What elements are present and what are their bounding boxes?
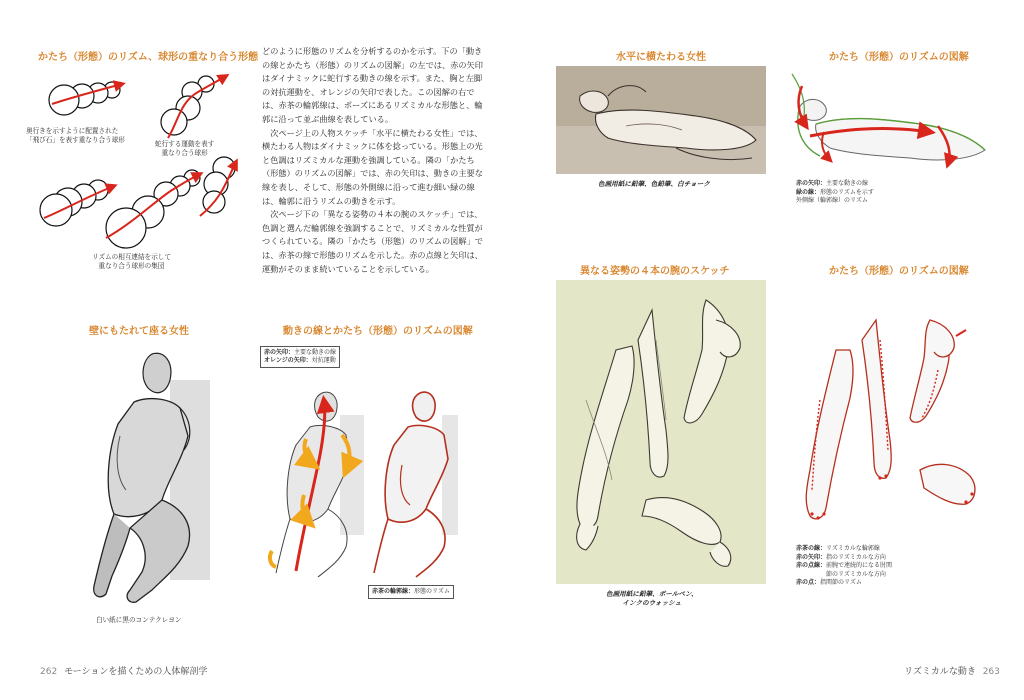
meander-spheres (161, 76, 214, 135)
book-title: モーションを描くための人体解剖学 (64, 667, 208, 677)
chain-spheres-right (203, 157, 235, 213)
heading-reclining: 水平に横たわる女性 (616, 52, 706, 63)
caption-arms: 色画用紙に鉛筆、ボールペン、 インクのウォッシュ (606, 590, 698, 607)
heading-seated-analysis: 動きの線とかたち（形態）のリズムの図解 (283, 326, 473, 337)
heading-spheres: かたち（形態）のリズム、球形の重なり合う形態 (38, 52, 259, 63)
page-number-right: 263 (982, 667, 1000, 677)
legend-contour: 赤茶の輪郭線：形態のリズム (368, 585, 454, 599)
page-number-left: 262 (40, 667, 58, 677)
chain-spheres-left (40, 180, 108, 226)
footer-right (904, 664, 1004, 677)
legend-arrows: 赤の矢印：主要な動きの線 オレンジの矢印：対抗運動 (260, 346, 340, 368)
reclining-analysis-sketch (780, 66, 995, 174)
arms-analysis-sketch (780, 280, 995, 540)
seated-analysis-sketches (262, 375, 462, 580)
body-paragraph-2: 次ページ上の人物スケッチ「水平に横たわる女性」では、横たわる人物はダイナミックに体を捻っている。形態上の光と色調はリズミカルな運動を強調している。隣の「かたち（形態）のリズムの図解」では、赤の矢印は、動きの主要な線を表し、そして、形態の外側線に沿って進む細い緑の線は、輪郭に沿うリズムの動きを示す。 (262, 127, 483, 206)
seated-analysis-left (270, 392, 364, 577)
seated-analysis-right (374, 392, 458, 577)
caption-reclining: 色画用紙に鉛筆、色鉛筆、白チョーク (598, 180, 710, 188)
body-paragraph-1: どのように形態のリズムを分析するのかを示す。下の「動きの線とかたち（形態）のリズムの図解」の左では、赤の矢印はダイナミックに蛇行する動きの線を示す。また、胸と左脚の対抗運動を、オレンジの矢印で表した。この図解の右では、赤茶の輪郭線は、ポーズにあるリズミカルな形態と、輪郭に沿って並ぶ曲線を表している。 (262, 46, 483, 124)
caption-seated: 白い紙に黒のコンテクレヨン (96, 616, 182, 624)
arms-sketch (556, 280, 766, 584)
heading-reclining-analysis: かたち（形態）のリズムの図解 (829, 52, 969, 63)
heading-arms-analysis: かたち（形態）のリズムの図解 (829, 266, 969, 277)
seated-woman-sketch (70, 340, 220, 610)
caption-stepping-stones: 奥行きを示すように配置された 「飛び石」を表す重なり合う球形 (26, 127, 125, 144)
sphere-diagrams (30, 62, 252, 278)
body-text (262, 45, 487, 276)
legend-reclining: 赤の矢印：主要な動きの線 緑の線：形態のリズムを示す 外側線（輪郭線）のリズム (796, 180, 874, 205)
chapter-title: リズミカルな動き (904, 667, 976, 677)
footer-left (36, 664, 207, 677)
body-paragraph-3: 次ページ下の「異なる姿勢の４本の腕のスケッチ」では、色調と選んだ輪郭線を強調することで、リズミカルな性質がつくられている。隣の「かたち（形態）のリズムの図解」では、赤茶の線で形態のリズムを示した。赤の点線と矢印は、運動がそのまま続いていることを示している。 (262, 209, 483, 274)
heading-seated: 壁にもたれて座る女性 (89, 326, 189, 337)
reclining-woman-sketch (556, 66, 766, 174)
legend-arms: 赤茶の線：リズミカルな輪郭線 赤の矢印：指のリズミカルな方向 赤の点線：前腕で連続的になる肘関 節のリズミカルな方向 赤の点：指関節のリズム (796, 545, 893, 587)
caption-chain: リズムの相互連結を示して 重なり合う球形の集団 (92, 253, 171, 270)
heading-arms: 異なる姿勢の４本の腕のスケッチ (580, 266, 730, 277)
caption-meander: 蛇行する運動を表す 重なり合う球形 (155, 140, 215, 157)
